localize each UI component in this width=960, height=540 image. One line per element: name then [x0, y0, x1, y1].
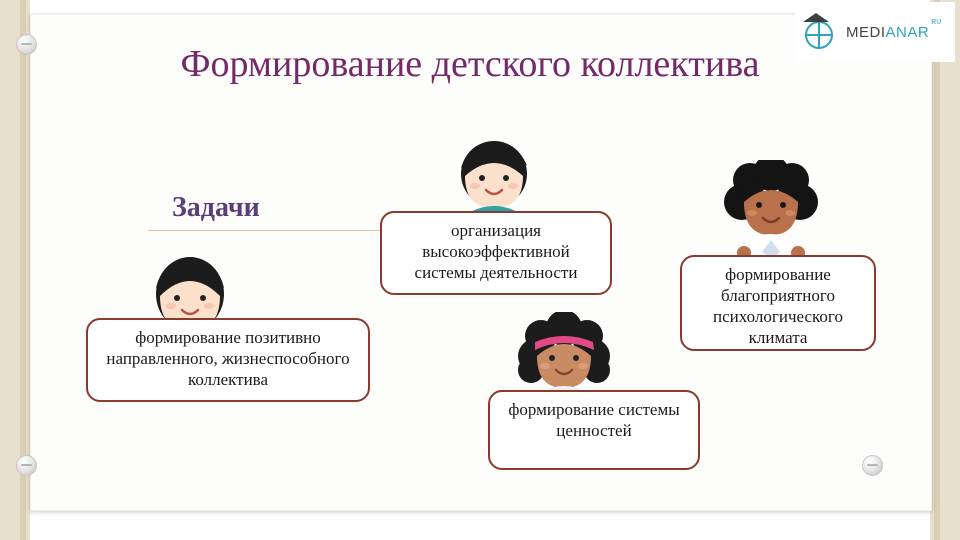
graduation-cap-globe-icon: [801, 11, 843, 53]
callout-box-4: формирование благоприятного психологического климата: [680, 255, 876, 351]
medianar-logo: [795, 2, 955, 62]
decorative-right-strip: [930, 0, 960, 540]
graduation-cap-icon: [803, 13, 829, 22]
section-heading: Задачи: [172, 192, 260, 223]
callout-box-3: формирование системы ценностей: [488, 390, 700, 470]
logo-wordmark-part1: MEDI: [846, 23, 886, 41]
logo-suffix: RU: [931, 19, 942, 26]
callout-box-2: организация высокоэффективной системы деятельности: [380, 211, 612, 295]
callout-box-1: формирование позитивно направленного, жизнеспособного коллектива: [86, 318, 370, 402]
decorative-right-strip-line: [934, 0, 940, 540]
slide-title: Формирование детского коллектива: [180, 43, 760, 85]
board-screw-bottom-left: [16, 455, 37, 476]
board-screw-top-left: [16, 34, 37, 55]
board-screw-bottom-right: [862, 455, 883, 476]
logo-wordmark-part2: ANAR: [885, 23, 930, 41]
logo-wordmark: [846, 24, 929, 41]
globe-icon: [805, 21, 833, 49]
